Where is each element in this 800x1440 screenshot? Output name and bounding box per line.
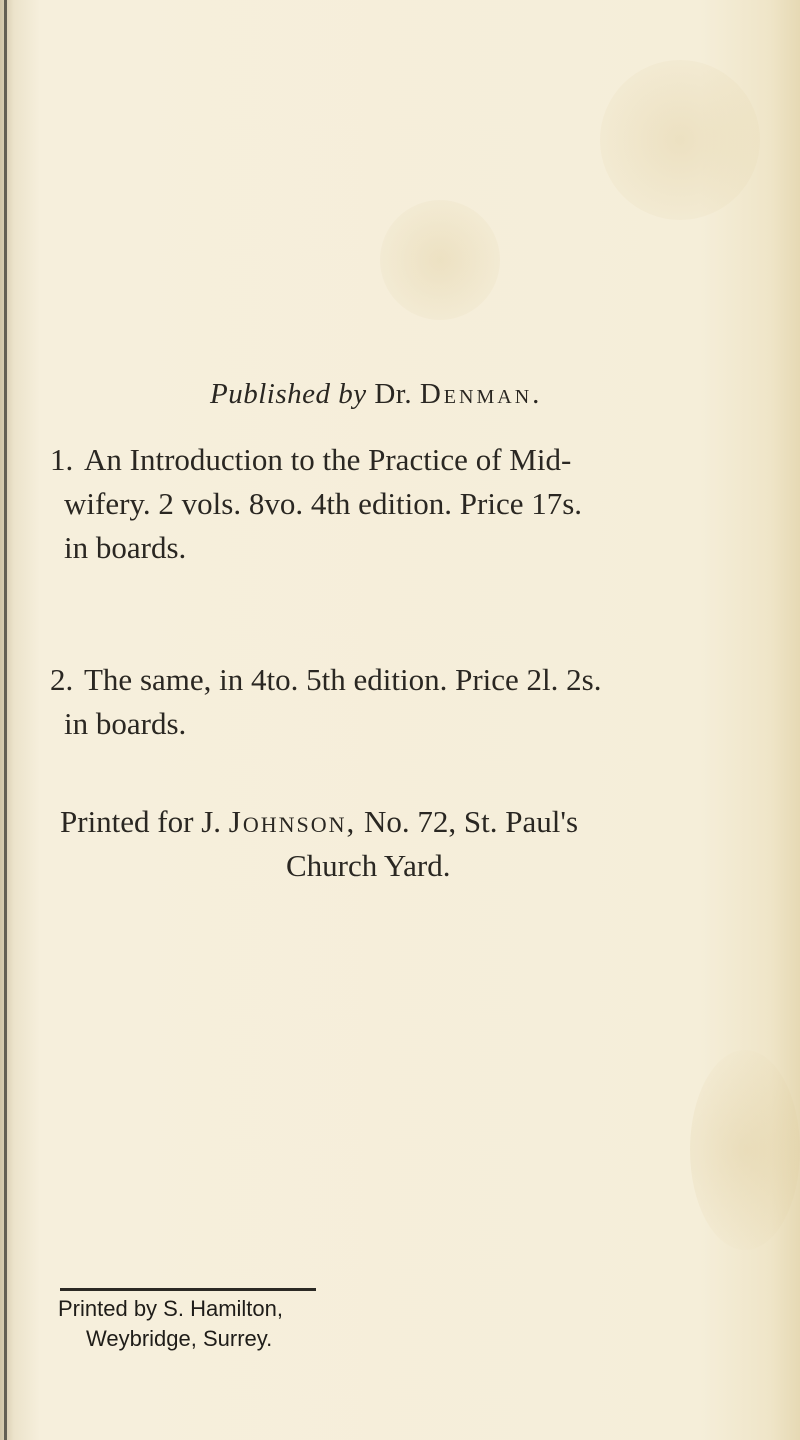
list-item — [50, 658, 724, 746]
publisher-line — [60, 800, 750, 844]
imprint-line: Weybridge, Surrey. — [86, 1326, 273, 1351]
heading-author: Denman. — [419, 378, 543, 410]
heading-title: Dr. — [374, 378, 413, 410]
imprint-line: Printed by S. Hamilton, — [58, 1296, 283, 1321]
entry-line: An Introduction to the Practice of Mid- — [84, 442, 572, 477]
heading-published-by: Published by — [210, 378, 367, 410]
divider — [60, 1288, 316, 1291]
printer-imprint — [58, 1294, 283, 1354]
list-item — [50, 438, 724, 570]
publisher-address-line: Church Yard. — [286, 848, 451, 883]
publisher-notice — [60, 800, 750, 888]
entry-number: 1. — [50, 442, 74, 477]
entry-line: in boards. — [64, 530, 187, 565]
binding-edge — [4, 0, 7, 1440]
paper-stain — [600, 60, 760, 220]
entry-line: in boards. — [64, 706, 187, 741]
publisher-prefix: Printed for J. — [60, 804, 222, 839]
paper-stain — [380, 200, 500, 320]
page-heading — [210, 378, 542, 411]
entry-line: The same, in 4to. 5th edition. Price 2l. 2s. — [84, 662, 602, 697]
paper-stain — [690, 1050, 800, 1250]
publisher-address: No. 72, St. Paul's — [364, 804, 579, 839]
entry-number: 2. — [50, 662, 74, 697]
publisher-name: Johnson, — [228, 804, 357, 839]
entry-line: wifery. 2 vols. 8vo. 4th edition. Price 17s. — [64, 486, 583, 521]
